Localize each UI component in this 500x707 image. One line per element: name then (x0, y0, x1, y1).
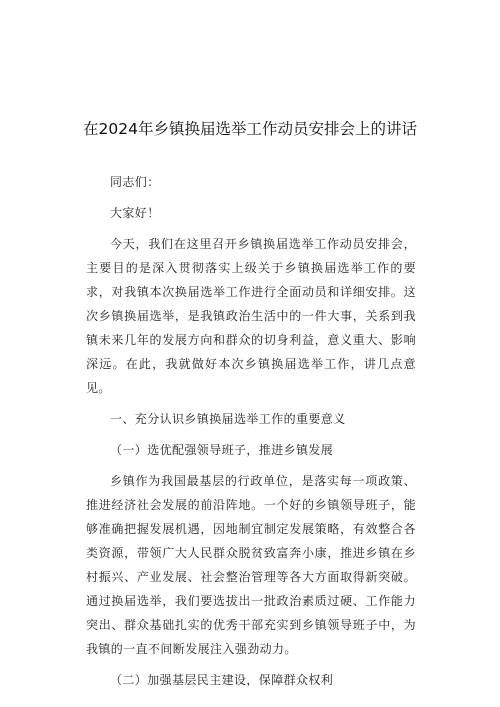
greeting: 大家好！ (110, 206, 160, 220)
intro-paragraph: 今天，我们在这里召开乡镇换届选举工作动员安排会，主要目的是深入贯彻落实上级关于乡镇换届选举工作的要求，对我镇本次换届选举工作进行全面动员和详细安排。这次乡镇换届选举，是我镇政治生活中的一件大事，关系到我镇未来几年的发展方向和群众的切身利益，意义重大、影响深远。在此，我就做好本次乡镇换届选举工作，讲几点意见。 (86, 237, 416, 395)
body-paragraph-1: 乡镇作为我国最基层的行政单位，是落实每一项政策、推进经济社会发展的前沿阵地。一个好的乡镇领导班子，能够准确把握发展机遇，因地制宜制定发展策略，有效整合各类资源，带领广大人民群众脱贫致富奔小康，推进乡镇在乡村振兴、产业发展、社会整治管理等各大方面取得新突破。通过换届选举，我们要选拔出一批政治素质过硬、工作能力突出、群众基础扎实的优秀干部充实到乡镇领导班子中，为我镇的一直不间断发展注入强劲动力。 (86, 474, 416, 656)
subsection-heading-1: （一）选优配强领导班子，推进乡镇发展 (110, 443, 334, 457)
section-heading-1: 一、充分认识乡镇换届选举工作的重要意义 (110, 412, 346, 426)
salutation: 同志们： (110, 175, 160, 189)
document-title: 在2024年乡镇换届选举工作动员安排会上的讲话 (83, 120, 417, 138)
subsection-heading-2: （二）加强基层民主建设，保障群众权利 (110, 673, 334, 687)
document-body (86, 170, 416, 699)
